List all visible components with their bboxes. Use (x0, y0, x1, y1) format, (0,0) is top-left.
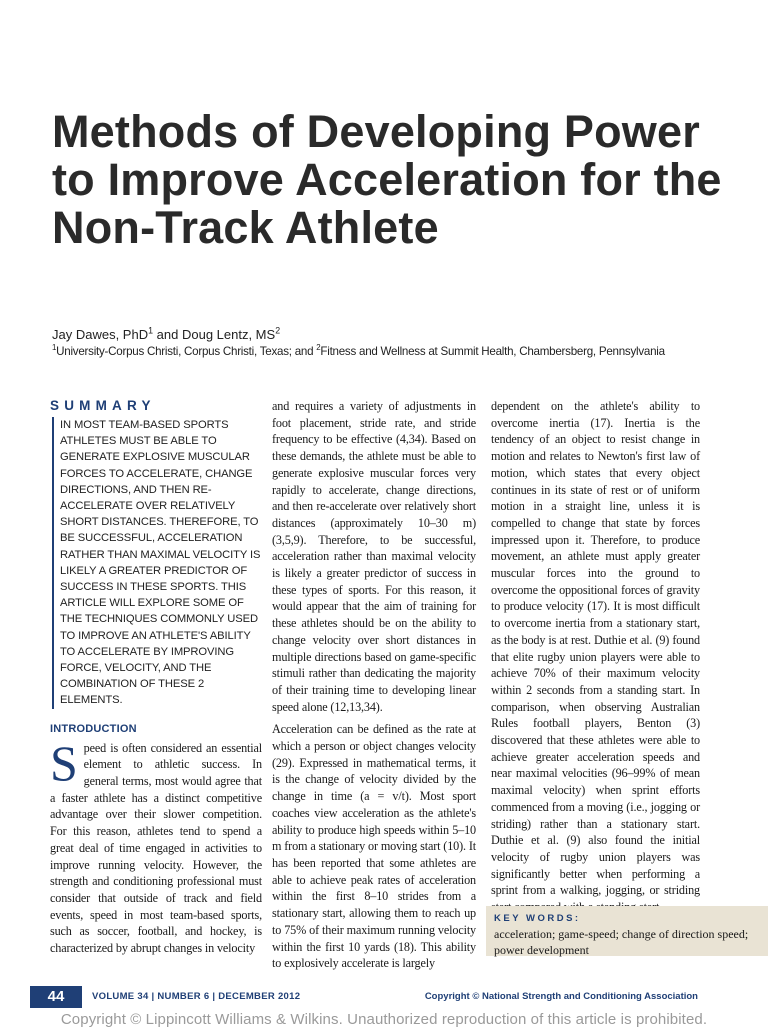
column-3 (491, 398, 700, 916)
author-2-superscript: 2 (275, 325, 281, 336)
summary-abstract: IN MOST TEAM-BASED SPORTS ATHLETES MUST BE ABLE TO GENERATE EXPLOSIVE MUSCULAR FORCES TO ACCELERATE, CHANGE DIRECTIONS, AND THEN RE-ACCELERATE OVER RELATIVELY SHORT DISTANCES. THEREFORE, TO BE SUCCESSFUL, ACCELERATION RATHER THAN MAXIMAL VELOCITY IS LIKELY A GREATER PREDICTOR OF SUCCESS IN THESE SPORTS. THIS ARTICLE WILL EXPLORE SOME OF THE TECHNIQUES COMMONLY USED TO IMPROVE AN ATHLETE'S ABILITY TO ACCELERATE BY IMPROVING FORCE, VELOCITY, AND THE COMBINATION OF THESE 2 ELEMENTS. (52, 417, 262, 709)
copyright-icon: © (472, 991, 480, 1002)
summary-heading: SUMMARY (50, 398, 156, 413)
affiliation-2-superscript: 2 (316, 343, 321, 353)
keywords-text: acceleration; game-speed; change of direction speed; power development (494, 927, 749, 957)
page-number: 44 (30, 986, 82, 1008)
affiliation-2: Fitness and Wellness at Summit Health, Chambersberg, Pennsylvania (320, 345, 665, 358)
association-copyright (425, 991, 698, 1002)
author-1-name: Jay Dawes, PhD (52, 327, 149, 342)
author-1-superscript: 1 (148, 325, 154, 336)
keywords-box (486, 906, 768, 956)
author-line (52, 327, 280, 342)
column-2-paragraph-2: Acceleration can be defined as the rate at which a person or object changes velocity (29). Expressed in mathematical terms, it is the change of velocity divided by the change in time (a = v/t). Most sport coaches view acceleration as the athlete's ability to produce high speeds within 5–10 m from a stationary or moving start (10). It has been reported that some athletes are able to achieve peak rates of acceleration within the first 8–10 strides from a stationary start, allowing them to reach up to 75% of their maximum running velocity within the first 10 yards (18). This ability to explosively accelerate is largely (272, 722, 476, 971)
copyright-organization: National Strength and Conditioning Association (481, 991, 698, 1002)
author-conjunction: and (156, 327, 179, 342)
introduction-text: peed is often considered an essential element to athletic success. In general terms, most would agree that a faster athlete has a distinct competitive advantage over their slower competition. For this reason, athletes tend to spend a great deal of time engaged in activities to improve running velocity. However, the strength and conditioning professional must consider that outside of track and field events, speed in most team-based sports, such as soccer, football, and hockey, is characterized by abrupt changes in velocity (50, 740, 262, 956)
column-2 (272, 398, 476, 972)
affiliation-line (52, 345, 752, 358)
keywords-heading: KEY WORDS: (494, 913, 581, 924)
introduction-heading: INTRODUCTION (50, 722, 137, 735)
affiliation-1: University-Corpus Christi, Corpus Christi, Texas; and (56, 345, 317, 358)
page-footer (0, 986, 768, 1008)
affiliation-1-superscript: 1 (52, 343, 57, 353)
drop-cap: S (50, 734, 78, 791)
column-3-paragraph-1: dependent on the athlete's ability to overcome inertia (17). Inertia is the tendency of an object to resist change in motion and relates to Newton's first law of motion, which states that every object continues in its state of rest or of uniform motion in a straight line, unless it is compelled to change that state by forces impressed upon it. Therefore, to produce movement, an athlete must apply greater muscular forces into the ground to overcome the oppositional forces of gravity to produce velocity (17). It is most difficult to overcome inertia from a stationary start, as the body is at rest. Duthie et al. (9) found that elite rugby union players were able to achieve 70% of their maximum velocity within 2 seconds from a standing start. In comparison, when observing Australian Rules football players, Benton (3) discovered that these athletes were able to achieve greater acceleration speeds and near maximal velocities (96–99% of mean maximal velocity) when sprint efforts commenced from a moving (i.e., jogging or striding) rather than a stationary start. Duthie et al. (9) also found the initial velocity of rugby union players was significantly better when performing a sprint from a walking, jogging, or striding (491, 399, 700, 898)
column-2-paragraph-1: and requires a variety of adjustments in foot placement, stride rate, and stride frequency to be effective (4,34). Based on these demands, the athlete must be able to generate explosive muscular forces very rapidly to accelerate, change directions, and then re-accelerate over relatively short distances (approximately 10–30 m) (3,5,9). Therefore, to be successful, acceleration rather than maximal velocity is likely a greater predictor of success in these types of sports. For this reason, it would appear that the aim of training for these athletes should be on the ability to change velocity over short distances in multiple directions based on game-specific stimuli rather than dedicating the majority of their training time to developing linear speed alone (12,13,34). (272, 399, 476, 714)
column-1 (50, 398, 262, 957)
introduction-paragraph (50, 734, 262, 957)
article-title: Methods of Developing Power to Improve Acceleration for the Non-Track Athlete (52, 106, 722, 253)
copyright-label: Copyright (424, 991, 470, 1002)
volume-info: VOLUME 34 | NUMBER 6 | DECEMBER 2012 (92, 991, 301, 1002)
author-2-name: Doug Lentz, MS (181, 327, 276, 342)
copyright-banner: Copyright © Lippincott Williams & Wilkins. Unauthorized reproduction of this article is prohibited. (0, 1010, 768, 1029)
